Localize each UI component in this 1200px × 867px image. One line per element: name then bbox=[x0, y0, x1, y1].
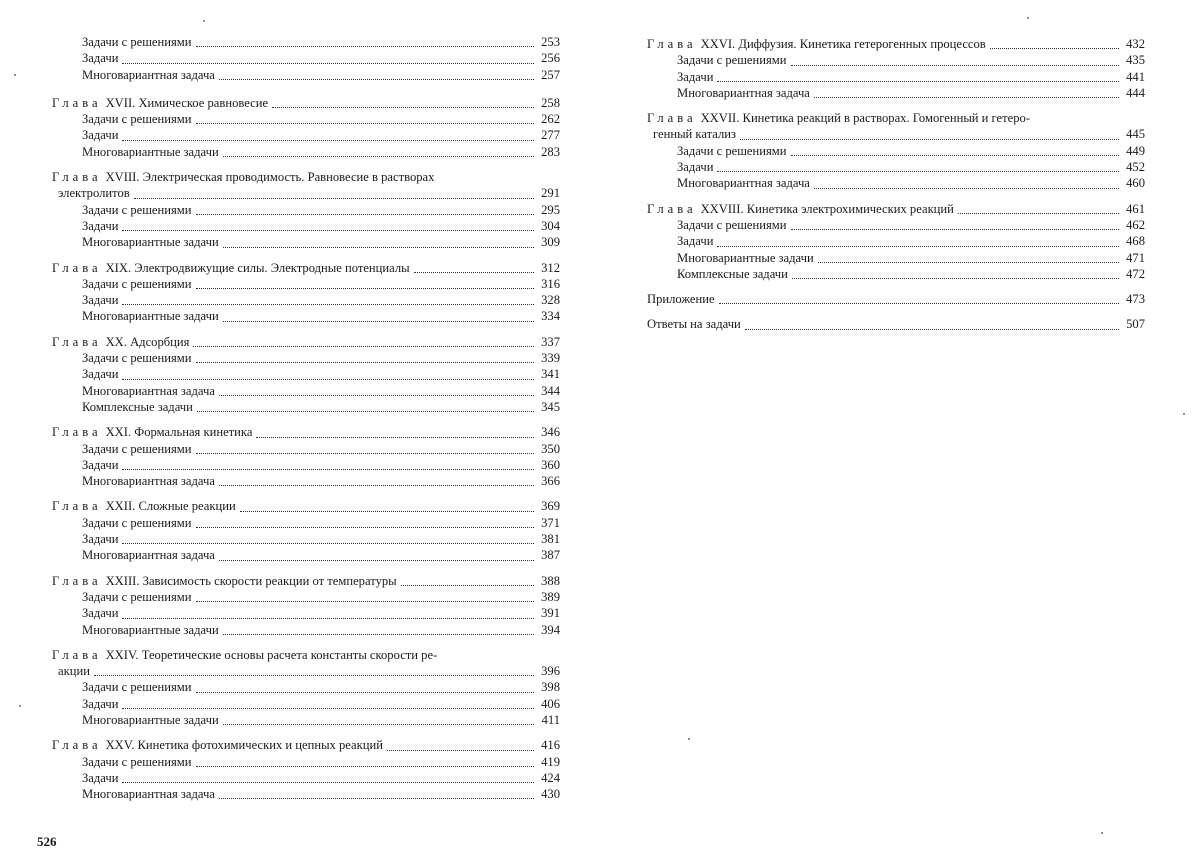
entry-title: Многовариантная задача bbox=[82, 67, 215, 82]
page-ref: 445 bbox=[1126, 127, 1145, 142]
dot-leader bbox=[122, 379, 534, 380]
subsection-entry bbox=[647, 159, 1145, 175]
dot-leader bbox=[814, 188, 1119, 189]
entry-title: Задачи bbox=[82, 51, 119, 66]
chapter-entry bbox=[52, 260, 560, 276]
page-ref: 444 bbox=[1126, 85, 1145, 100]
dot-leader bbox=[792, 278, 1119, 279]
entry-title: Ответы на задачи bbox=[647, 317, 741, 332]
entry-title: Многовариантная задача bbox=[82, 787, 215, 802]
dot-leader bbox=[717, 246, 1119, 247]
subsection-entry bbox=[52, 127, 560, 143]
entry-title: Многовариантные задачи bbox=[82, 712, 219, 727]
dot-leader bbox=[219, 79, 534, 80]
subsection-entry bbox=[52, 770, 560, 786]
entry-title: Задачи bbox=[82, 218, 119, 233]
chapter-entry-title-line bbox=[52, 169, 560, 185]
chapter-entry-title-line bbox=[647, 110, 1145, 126]
page-ref: 341 bbox=[541, 367, 560, 382]
entry-title: генный катализ bbox=[653, 127, 736, 142]
subsection-entry bbox=[52, 531, 560, 547]
entry-title: Задачи с решениями bbox=[82, 754, 192, 769]
page-ref: 346 bbox=[541, 425, 560, 440]
subsection-entry bbox=[52, 515, 560, 531]
dot-leader bbox=[791, 229, 1119, 230]
right-page bbox=[600, 0, 1200, 867]
entry-title: Многовариантные задачи bbox=[677, 250, 814, 265]
subsection-entry bbox=[52, 679, 560, 695]
dot-leader bbox=[414, 272, 534, 273]
dot-leader bbox=[240, 511, 534, 512]
page-ref: 295 bbox=[541, 202, 560, 217]
page-number: 526 bbox=[37, 834, 57, 849]
entry-title: Задачи bbox=[677, 69, 714, 84]
entry-title: Задачи с решениями bbox=[82, 441, 192, 456]
subsection-entry bbox=[52, 383, 560, 399]
entry-title: Многовариантные задачи bbox=[82, 144, 219, 159]
dot-leader bbox=[122, 304, 534, 305]
page-ref: 350 bbox=[541, 441, 560, 456]
page-ref: 262 bbox=[541, 112, 560, 127]
subsection-entry bbox=[647, 266, 1145, 282]
chapter-entry bbox=[647, 201, 1145, 217]
toc-section bbox=[52, 647, 560, 728]
chapter-title: XXI. Формальная кинетика bbox=[105, 425, 253, 440]
chapter-entry bbox=[647, 36, 1145, 52]
chapter-prefix: Глава bbox=[52, 260, 102, 275]
entry-title: Задачи с решениями bbox=[677, 217, 787, 232]
page-ref: 258 bbox=[541, 95, 560, 110]
subsection-entry bbox=[647, 143, 1145, 159]
entry-title: Задачи с решениями bbox=[82, 112, 192, 127]
dot-leader bbox=[122, 618, 534, 619]
dot-leader bbox=[791, 155, 1119, 156]
chapter-title: XVIII. Электрическая проводимость. Равновесие в растворах bbox=[105, 170, 435, 185]
page-ref: 369 bbox=[541, 499, 560, 514]
chapter-title: XXVII. Кинетика реакций в растворах. Гомогенный и гетеро- bbox=[700, 111, 1031, 126]
entry-title: Задачи с решениями bbox=[677, 53, 787, 68]
entry-title bbox=[52, 95, 268, 111]
subsection-entry bbox=[52, 399, 560, 415]
page-ref: 253 bbox=[541, 35, 560, 49]
scan-speck bbox=[14, 74, 16, 76]
page-ref: 339 bbox=[541, 351, 560, 366]
page-ref: 430 bbox=[541, 787, 560, 802]
page-ref: 396 bbox=[541, 664, 560, 679]
toc-section bbox=[52, 34, 560, 83]
entry-title: Задачи bbox=[82, 128, 119, 143]
subsection-entry bbox=[52, 292, 560, 308]
dot-leader bbox=[219, 798, 534, 799]
chapter-title: XXIII. Зависимость скорости реакции от температуры bbox=[105, 573, 397, 588]
chapter-title: XXII. Сложные реакции bbox=[105, 499, 236, 514]
dot-leader bbox=[196, 362, 534, 363]
page-ref: 312 bbox=[541, 260, 560, 275]
toc-section bbox=[647, 291, 1145, 307]
table-of-contents-left bbox=[52, 34, 560, 811]
page-ref: 394 bbox=[541, 622, 560, 637]
dot-leader bbox=[223, 156, 534, 157]
entry-title: Задачи с решениями bbox=[82, 680, 192, 695]
dot-leader bbox=[122, 708, 534, 709]
entry-title bbox=[52, 424, 252, 440]
page-ref: 391 bbox=[541, 606, 560, 621]
page-ref: 304 bbox=[541, 218, 560, 233]
entry-title: Задачи bbox=[82, 367, 119, 382]
dot-leader bbox=[223, 634, 534, 635]
entry-title: Задачи bbox=[82, 532, 119, 547]
chapter-entry-title-line bbox=[52, 647, 560, 663]
subsection-entry bbox=[647, 233, 1145, 249]
dot-leader bbox=[196, 288, 534, 289]
entry-title: Комплексные задачи bbox=[677, 266, 788, 281]
scan-speck bbox=[1183, 413, 1185, 415]
entry-title bbox=[647, 36, 986, 52]
chapter-title: XXVI. Диффузия. Кинетика гетерогенных процессов bbox=[700, 37, 986, 51]
subsection-entry bbox=[52, 605, 560, 621]
dot-leader bbox=[197, 411, 534, 412]
entry-title: Задачи bbox=[677, 160, 714, 175]
entry-title: Многовариантные задачи bbox=[82, 309, 219, 324]
subsection-entry bbox=[52, 473, 560, 489]
chapter-prefix: Глава bbox=[52, 738, 102, 753]
page-ref: 257 bbox=[541, 67, 560, 82]
subsection-entry bbox=[52, 144, 560, 160]
toc-section bbox=[647, 110, 1145, 191]
page-ref: 441 bbox=[1126, 69, 1145, 84]
entry-title: Задачи с решениями bbox=[82, 35, 192, 49]
chapter-entry bbox=[52, 498, 560, 514]
chapter-prefix: Глава bbox=[52, 170, 102, 185]
dot-leader bbox=[719, 303, 1119, 304]
dot-leader bbox=[193, 346, 534, 347]
dot-leader bbox=[745, 329, 1119, 330]
page-ref: 406 bbox=[541, 696, 560, 711]
subsection-entry bbox=[647, 250, 1145, 266]
page-ref: 461 bbox=[1126, 201, 1145, 216]
page-ref: 424 bbox=[541, 770, 560, 785]
subsection-entry bbox=[52, 308, 560, 324]
dot-leader bbox=[387, 750, 534, 751]
dot-leader bbox=[219, 560, 534, 561]
toc-section bbox=[647, 316, 1145, 332]
dot-leader bbox=[740, 139, 1119, 140]
entry-title bbox=[52, 260, 410, 276]
dot-leader bbox=[94, 675, 534, 676]
dot-leader bbox=[196, 46, 534, 47]
chapter-title: XXIV. Теоретические основы расчета константы скорости ре- bbox=[105, 647, 438, 662]
dot-leader bbox=[219, 395, 534, 396]
dot-leader bbox=[958, 213, 1119, 214]
entry-title: Задачи с решениями bbox=[82, 351, 192, 366]
entry-title: Задачи с решениями bbox=[82, 276, 192, 291]
entry-title bbox=[52, 498, 236, 514]
dot-leader bbox=[196, 692, 534, 693]
chapter-entry bbox=[52, 95, 560, 111]
dot-leader bbox=[122, 140, 534, 141]
page-ref: 460 bbox=[1126, 176, 1145, 191]
entry-title: Задачи bbox=[82, 770, 119, 785]
dot-leader bbox=[791, 65, 1119, 66]
chapter-title: XXVIII. Кинетика электрохимических реакций bbox=[700, 201, 954, 216]
toc-section bbox=[52, 424, 560, 489]
page-ref: 473 bbox=[1126, 292, 1145, 307]
entry-title bbox=[52, 334, 189, 350]
table-of-contents-right bbox=[647, 36, 1145, 342]
entry-title bbox=[647, 201, 954, 217]
dot-leader bbox=[223, 724, 534, 725]
scan-speck bbox=[203, 20, 205, 22]
page-ref: 416 bbox=[541, 738, 560, 753]
page-ref: 472 bbox=[1126, 266, 1145, 281]
page-ref: 344 bbox=[541, 383, 560, 398]
subsection-entry bbox=[52, 547, 560, 563]
toc-section bbox=[52, 334, 560, 415]
chapter-entry bbox=[52, 573, 560, 589]
entry-title: Задачи с решениями bbox=[82, 589, 192, 604]
page-ref: 371 bbox=[541, 515, 560, 530]
entry-title: Задачи bbox=[82, 293, 119, 308]
dot-leader bbox=[122, 230, 534, 231]
scan-speck bbox=[1101, 832, 1103, 834]
subsection-entry bbox=[52, 111, 560, 127]
toc-section bbox=[52, 260, 560, 325]
subsection-entry bbox=[52, 67, 560, 83]
toc-section bbox=[52, 498, 560, 563]
chapter-entry bbox=[52, 334, 560, 350]
page-ref: 452 bbox=[1126, 160, 1145, 175]
entry-title bbox=[52, 573, 397, 589]
chapter-prefix: Глава bbox=[52, 573, 102, 588]
dot-leader bbox=[122, 63, 534, 64]
entry-title: Задачи bbox=[82, 457, 119, 472]
dot-leader bbox=[990, 48, 1119, 49]
page-ref: 283 bbox=[541, 144, 560, 159]
page-ref: 277 bbox=[541, 128, 560, 143]
entry-title: Многовариантные задачи bbox=[82, 622, 219, 637]
toc-section bbox=[647, 201, 1145, 282]
chapter-title: XIX. Электродвижущие силы. Электродные потенциалы bbox=[105, 260, 410, 275]
page-ref: 334 bbox=[541, 309, 560, 324]
entry-title: Задачи bbox=[82, 696, 119, 711]
subsection-entry bbox=[52, 276, 560, 292]
dot-leader bbox=[196, 766, 534, 767]
scan-speck bbox=[1027, 17, 1029, 19]
subsection-entry bbox=[52, 696, 560, 712]
page-ref: 468 bbox=[1126, 234, 1145, 249]
dot-leader bbox=[256, 437, 534, 438]
chapter-prefix: Глава bbox=[52, 499, 102, 514]
entry-title: Задачи с решениями bbox=[677, 143, 787, 158]
chapter-prefix: Глава bbox=[52, 334, 102, 349]
scan-speck bbox=[688, 738, 690, 740]
subsection-entry bbox=[52, 234, 560, 250]
dot-leader bbox=[223, 247, 534, 248]
entry-title: акции bbox=[58, 664, 90, 679]
entry-title: Приложение bbox=[647, 292, 715, 307]
appendix-entry bbox=[647, 291, 1145, 307]
subsection-entry bbox=[52, 589, 560, 605]
subsection-entry bbox=[52, 754, 560, 770]
toc-section bbox=[52, 737, 560, 802]
dot-leader bbox=[122, 543, 534, 544]
page-ref: 432 bbox=[1126, 37, 1145, 51]
page-ref: 471 bbox=[1126, 250, 1145, 265]
subsection-entry bbox=[52, 50, 560, 66]
dot-leader bbox=[223, 321, 534, 322]
page-ref: 462 bbox=[1126, 217, 1145, 232]
dot-leader bbox=[272, 107, 534, 108]
subsection-entry bbox=[52, 457, 560, 473]
page-ref: 419 bbox=[541, 754, 560, 769]
toc-section bbox=[647, 36, 1145, 101]
dot-leader bbox=[401, 585, 534, 586]
dot-leader bbox=[122, 782, 534, 783]
subsection-entry bbox=[52, 34, 560, 50]
scan-speck bbox=[19, 705, 21, 707]
page-ref: 328 bbox=[541, 293, 560, 308]
page-ref: 389 bbox=[541, 589, 560, 604]
dot-leader bbox=[134, 198, 534, 199]
subsection-entry bbox=[52, 441, 560, 457]
subsection-entry bbox=[647, 85, 1145, 101]
subsection-entry bbox=[52, 786, 560, 802]
subsection-entry bbox=[52, 202, 560, 218]
dot-leader bbox=[196, 123, 534, 124]
dot-leader bbox=[717, 171, 1119, 172]
toc-section bbox=[52, 95, 560, 160]
chapter-prefix: Глава bbox=[647, 111, 697, 126]
page-ref: 387 bbox=[541, 548, 560, 563]
page-ref: 449 bbox=[1126, 143, 1145, 158]
dot-leader bbox=[122, 469, 534, 470]
subsection-entry bbox=[52, 350, 560, 366]
chapter-prefix: Глава bbox=[52, 647, 102, 662]
entry-title: электролитов bbox=[58, 186, 130, 201]
entry-title: Многовариантные задачи bbox=[82, 235, 219, 250]
page-ref: 411 bbox=[541, 712, 560, 727]
chapter-prefix: Глава bbox=[52, 95, 102, 110]
entry-title: Задачи bbox=[677, 234, 714, 249]
page-ref: 337 bbox=[541, 334, 560, 349]
chapter-prefix: Глава bbox=[52, 425, 102, 440]
subsection-entry bbox=[647, 52, 1145, 68]
page-ref: 360 bbox=[541, 457, 560, 472]
chapter-entry bbox=[52, 737, 560, 753]
dot-leader bbox=[818, 262, 1119, 263]
dot-leader bbox=[717, 81, 1119, 82]
page-ref: 435 bbox=[1126, 53, 1145, 68]
entry-title bbox=[52, 737, 383, 753]
page-ref: 345 bbox=[541, 399, 560, 414]
entry-title: Многовариантная задача bbox=[82, 474, 215, 489]
page-ref: 388 bbox=[541, 573, 560, 588]
chapter-title: XXV. Кинетика фотохимических и цепных реакций bbox=[105, 738, 383, 753]
dot-leader bbox=[196, 527, 534, 528]
entry-title: Задачи с решениями bbox=[82, 202, 192, 217]
page-ref: 381 bbox=[541, 532, 560, 547]
subsection-entry bbox=[52, 712, 560, 728]
subsection-entry bbox=[52, 218, 560, 234]
chapter-entry-continuation bbox=[52, 663, 560, 679]
dot-leader bbox=[196, 453, 534, 454]
entry-title: Многовариантная задача bbox=[677, 85, 810, 100]
dot-leader bbox=[196, 214, 534, 215]
subsection-entry bbox=[52, 622, 560, 638]
chapter-prefix: Глава bbox=[647, 201, 697, 216]
chapter-title: XVII. Химическое равновесие bbox=[105, 95, 269, 110]
subsection-entry bbox=[647, 217, 1145, 233]
chapter-title: XX. Адсорбция bbox=[105, 334, 190, 349]
entry-title: Многовариантная задача bbox=[82, 548, 215, 563]
subsection-entry bbox=[647, 175, 1145, 191]
page-ref: 256 bbox=[541, 51, 560, 66]
chapter-prefix: Глава bbox=[647, 37, 697, 51]
entry-title: Задачи с решениями bbox=[82, 515, 192, 530]
page-ref: 398 bbox=[541, 680, 560, 695]
page-ref: 309 bbox=[541, 235, 560, 250]
dot-leader bbox=[219, 485, 534, 486]
page-ref: 507 bbox=[1126, 317, 1145, 332]
dot-leader bbox=[814, 97, 1119, 98]
subsection-entry bbox=[647, 69, 1145, 85]
chapter-entry-continuation bbox=[647, 126, 1145, 142]
chapter-entry bbox=[52, 424, 560, 440]
page-ref: 316 bbox=[541, 276, 560, 291]
chapter-entry-continuation bbox=[52, 185, 560, 201]
toc-section bbox=[52, 573, 560, 638]
entry-title: Многовариантная задача bbox=[82, 383, 215, 398]
appendix-entry bbox=[647, 316, 1145, 332]
entry-title: Многовариантная задача bbox=[677, 176, 810, 191]
toc-section bbox=[52, 169, 560, 250]
page-ref: 366 bbox=[541, 474, 560, 489]
subsection-entry bbox=[52, 366, 560, 382]
dot-leader bbox=[196, 601, 534, 602]
entry-title: Комплексные задачи bbox=[82, 399, 193, 414]
entry-title: Задачи bbox=[82, 606, 119, 621]
page-ref: 291 bbox=[541, 186, 560, 201]
